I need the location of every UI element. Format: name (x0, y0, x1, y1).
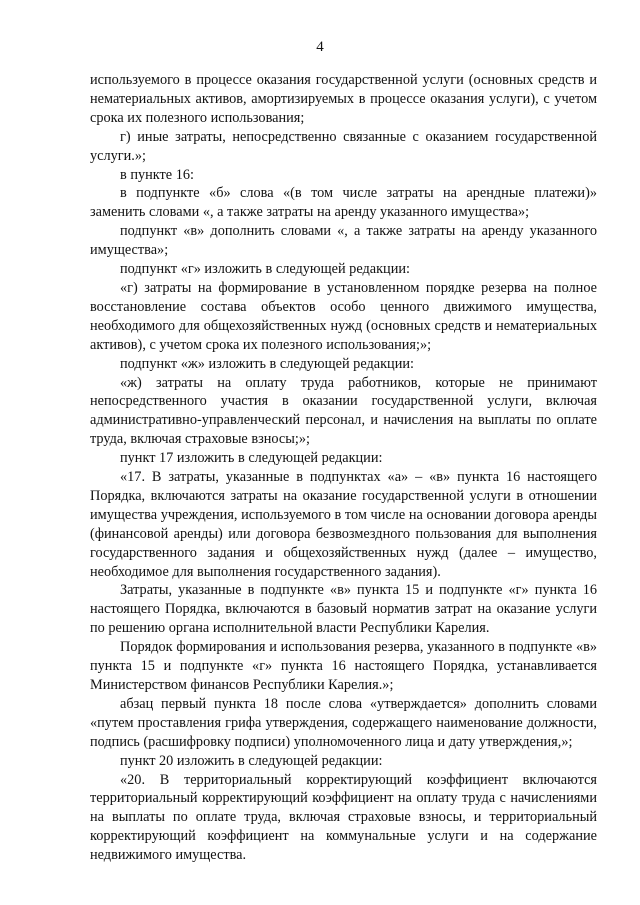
paragraph: «20. В территориальный корректирующий коэффициент включаются территориальный корректирующий коэффициент на оплату труда с начислениями на выплаты по оплате труда, включая страховые взносы, и территориальный корректирующий коэффициент на коммунальные услуги и на содержание недвижимого имущества. (90, 771, 597, 864)
paragraph: г) иные затраты, непосредственно связанные с оказанием государственной услуги.»; (90, 128, 597, 164)
paragraph: «17. В затраты, указанные в подпунктах «а» – «в» пункта 16 настоящего Порядка, включаются затраты на оказание государственной услуги в отношении имущества учреждения, используемого в том числе на основании договора аренды (финансовой аренды) или договора безвозмездного пользования для выполнения государственного задания и общехозяйственных нужд (далее – имущество, необходимое для выполнения государственного задания). (90, 469, 597, 580)
paragraph: в подпункте «б» слова «(в том числе затраты на арендные платежи)» заменить словами «, а также затраты на аренду указанного имущества»; (90, 185, 597, 221)
paragraph: абзац первый пункта 18 после слова «утверждается» дополнить словами «путем проставления грифа утверждения, содержащего наименование должности, подпись (расшифровку подписи) уполномоченного лица и дату утверждения,»; (90, 695, 597, 750)
paragraph: подпункт «г» изложить в следующей редакции: (120, 261, 410, 278)
page-body (90, 71, 597, 865)
paragraph: «ж) затраты на оплату труда работников, которые не принимают непосредственного участия в оказании государственной услуги, включая административно-управленческий персонал, и начисления на выплаты по оплате труда, включая страховые взносы;»; (90, 374, 597, 448)
paragraph: Порядок формирования и использования резерва, указанного в подпункте «в» пункта 15 и подпункте «г» пункта 16 настоящего Порядка, устанавливается Министерством финансов Республики Карелия.»; (90, 639, 597, 693)
paragraph: пункт 17 изложить в следующей редакции: (120, 450, 383, 467)
paragraph: пункт 20 изложить в следующей редакции: (120, 752, 383, 769)
page-number: 4 (316, 39, 324, 55)
paragraph: подпункт «ж» изложить в следующей редакции: (120, 355, 414, 372)
paragraph: подпункт «в» дополнить словами «, а также затраты на аренду указанного имущества»; (90, 223, 597, 259)
paragraph: «г) затраты на формирование в установленном порядке резерва на полное восстановление состава объектов особо ценного движимого имущества, необходимого для общехозяйственных нужд (основных средств и нематериальных активов), с учетом срока их полезного использования;»; (90, 279, 597, 353)
paragraph: Затраты, указанные в подпункте «в» пункта 15 и подпункте «г» пункта 16 настоящего Порядка, включаются в базовый норматив затрат на оказание услуги по решению органа исполнительной власти Республики Карелия. (90, 582, 597, 637)
paragraph: используемого в процессе оказания государственной услуги (основных средств и нематериальных активов, амортизируемых в процессе оказания услуги), с учетом срока их полезного использования; (90, 72, 597, 126)
paragraph: в пункте 16: (120, 166, 194, 183)
